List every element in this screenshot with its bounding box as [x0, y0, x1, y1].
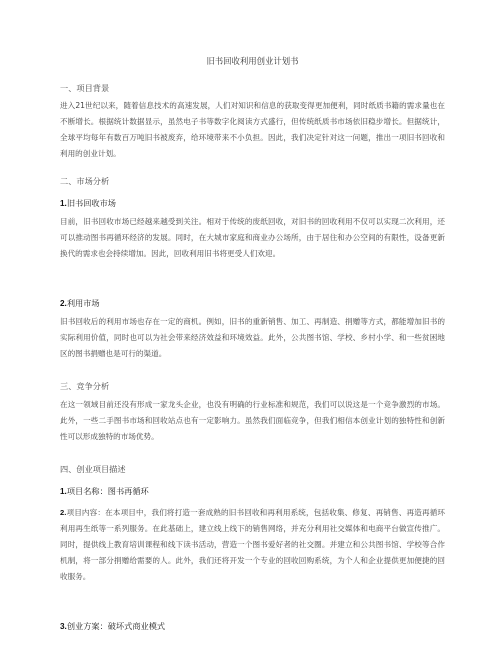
section-heading-background: 一、项目背景 [60, 83, 110, 93]
subheading-business-plan [60, 620, 165, 633]
section-heading-market-analysis: 二、市场分析 [60, 176, 110, 186]
paragraph-competition: 在这一领域目前还没有形成一家龙头企业，也没有明确的行业标准和规范，我们可以说这是一个竞争激烈的市场。此外，一些二手图书市场和回收站点也有一定影响力。虽然我们面临竞争，但我们相信本创业计划的独特性和创新性可以形成独特的市场优势。 [60, 400, 445, 441]
paragraph-text: 项目内容：在本项目中，我们将打造一套成熟的旧书回收和再利用系统，包括收集、修复、再销售、再造再循环利用再生纸等一系列服务。在此基础上，建立线上线下的销售网络，并充分利用社交媒体和电商平台做宣传推广。同时，提供线上教育培训课程和线下读书活动，营造一个图书爱好者的社交圈。并建立和公共图书馆、学校等合作机制，将一部分捐赠给需要的人。此外，我们还将开发一个专业的回收回购系统，为个人和企业提供更加便捷的回收服务。 [60, 508, 445, 581]
subheading-text: 创业方案：破坏式商业模式 [66, 621, 166, 631]
paragraph-background: 进入21世纪以来，随着信息技术的高速发展，人们对知识和信息的获取变得更加便利，同时纸质书籍的需求量也在不断增长。根据统计数据显示，虽然电子书等数字化阅读方式盛行，但传统纸质书市场依旧稳步增长。但据统计，全球平均每年有数百万吨旧书被废弃，给环境带来不小负担。因此，我们决定针对这一问题，推出一项旧书回收和利用的创业计划。 [60, 101, 445, 158]
subheading-text: 项目名称：图书再循环 [66, 486, 149, 496]
section-heading-project-description: 四、创业项目描述 [60, 464, 126, 474]
subheading-recycling-market [60, 197, 116, 210]
subheading-number: 1. [60, 199, 67, 208]
paragraph-project-content [60, 505, 445, 585]
subheading-text: 利用市场 [66, 298, 100, 308]
subheading-text: 旧书回收市场 [66, 198, 116, 208]
paragraph-recycling-market: 目前，旧书回收市场已经越来越受到关注。相对于传统的废纸回收，对旧书的回收利用不仅可以实现二次利用，还可以推动图书再循环经济的发展。同时，在大城市家庭和商业办公场所，由于居住和办公空间的有限性，设备更新换代的需求也会持续增加。因此，回收利用旧书将更受人们欢迎。 [60, 217, 445, 258]
paragraph-number: 2. [60, 508, 67, 517]
section-heading-competition: 三、竞争分析 [60, 381, 110, 391]
subheading-utilization-market [60, 297, 100, 310]
paragraph-utilization-market: 旧书回收后的利用市场也存在一定的商机。例如，旧书的重新销售、加工、再制造、捐赠等方式，都能增加旧书的实际利用价值，同时也可以为社会带来经济效益和环境效益。此外，公共图书馆、学校、乡村小学、和一些贫困地区的图书捐赠也是可行的渠道。 [60, 317, 445, 358]
subheading-number: 2. [60, 299, 67, 308]
subheading-number: 1. [60, 487, 67, 496]
subheading-project-name [60, 485, 149, 498]
subheading-number: 3. [60, 622, 67, 631]
document-title: 旧书回收利用创业计划书 [206, 56, 299, 66]
